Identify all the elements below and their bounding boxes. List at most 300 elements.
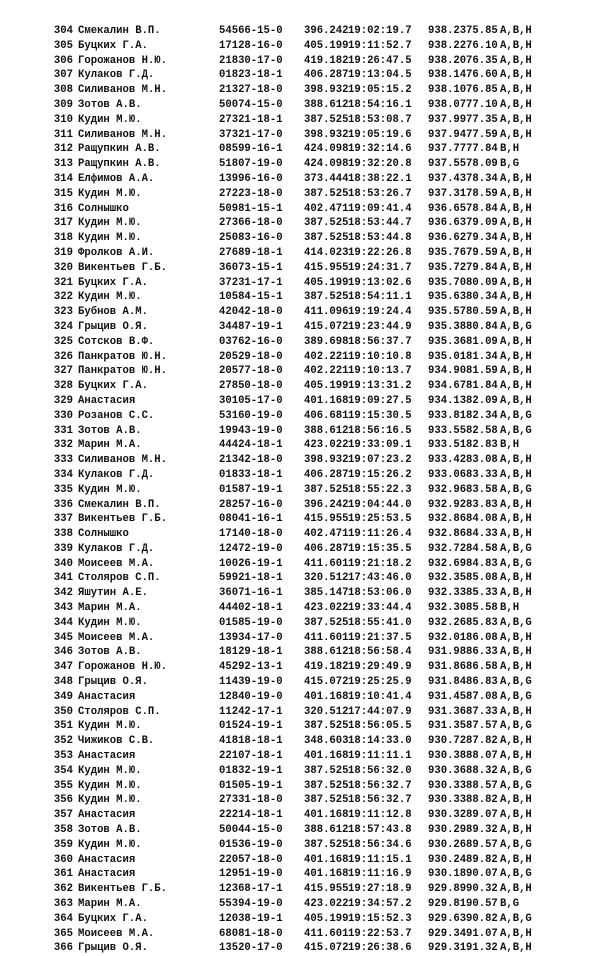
speed: 930.26	[428, 838, 467, 851]
speed: 932.33	[428, 587, 467, 600]
table-row	[0, 867, 600, 882]
table-row	[0, 675, 600, 690]
row-number: 355	[53, 779, 73, 792]
ring-code: 27331-18-0	[219, 794, 283, 807]
percentile: 86.33	[466, 646, 498, 659]
participant-name: Кудин М.Ю.	[78, 113, 142, 126]
arrival-time: 19:26:47.5	[348, 54, 412, 67]
ring-code: 54566-15-0	[219, 25, 283, 37]
distance: 385.147	[304, 587, 349, 600]
distance: 402.471	[304, 528, 349, 541]
category-flags: A,B,H	[500, 54, 532, 67]
distance: 401.168	[304, 690, 349, 703]
ring-code: 11242-17-1	[219, 705, 283, 718]
arrival-time: 18:56:58.4	[348, 646, 412, 659]
distance: 398.932	[304, 128, 349, 141]
category-flags: A,B,H	[500, 587, 532, 600]
distance: 387.525	[304, 483, 349, 496]
row-number: 312	[53, 143, 73, 156]
row-number: 361	[53, 868, 73, 881]
ring-code: 44424-18-1	[219, 439, 283, 452]
speed: 932.72	[428, 542, 467, 555]
ring-code: 01587-19-1	[219, 483, 283, 496]
table-row	[0, 912, 600, 927]
percentile: 79.09	[466, 217, 498, 230]
speed: 934.67	[428, 380, 467, 393]
distance: 387.525	[304, 720, 349, 733]
speed: 932.96	[428, 483, 467, 496]
participant-name: Анастасия	[78, 868, 136, 881]
distance: 389.698	[304, 335, 349, 348]
arrival-time: 19:32:20.8	[348, 158, 412, 171]
participant-name: Буцких Г.А.	[78, 912, 148, 925]
participant-name: Кудин М.Ю.	[78, 291, 142, 304]
percentile: 81.84	[466, 380, 498, 393]
table-row	[0, 542, 600, 557]
percentile: 84.08	[466, 513, 498, 526]
speed: 929.63	[428, 912, 467, 925]
participant-name: Кулаков Г.Д.	[78, 542, 155, 555]
category-flags: A,B,H	[500, 883, 532, 896]
participant-name: Моисеев М.А.	[78, 631, 155, 644]
arrival-time: 18:53:08.7	[348, 113, 412, 126]
distance: 402.221	[304, 350, 349, 363]
row-number: 325	[53, 335, 73, 348]
arrival-time: 19:24:31.7	[348, 261, 412, 274]
distance: 387.525	[304, 838, 349, 851]
distance: 406.287	[304, 468, 349, 481]
speed: 930.33	[428, 794, 467, 807]
participant-name: Смекалин В.П.	[78, 498, 161, 511]
speed: 932.35	[428, 572, 467, 585]
table-row	[0, 202, 600, 217]
ring-code: 22214-18-1	[219, 809, 283, 822]
category-flags: A,B,H	[500, 750, 532, 763]
table-row	[0, 453, 600, 468]
ring-code: 36071-16-1	[219, 587, 283, 600]
distance: 401.168	[304, 853, 349, 866]
table-row	[0, 764, 600, 779]
distance: 387.525	[304, 113, 349, 126]
table-row	[0, 571, 600, 586]
category-flags: A,B,H	[500, 365, 532, 378]
category-flags: A,B,H	[500, 528, 532, 541]
ring-code: 21327-18-0	[219, 84, 283, 97]
distance: 387.525	[304, 779, 349, 792]
row-number: 343	[53, 602, 73, 615]
distance: 396.242	[304, 25, 349, 37]
ring-code: 30105-17-0	[219, 394, 283, 407]
category-flags: A,B,H	[500, 498, 532, 511]
row-number: 350	[53, 705, 73, 718]
distance: 388.612	[304, 646, 349, 659]
speed: 934.90	[428, 365, 467, 378]
category-flags: A,B,G	[500, 764, 532, 777]
row-number: 309	[53, 98, 73, 111]
arrival-time: 19:02:19.7	[348, 25, 412, 37]
participant-name: Кудин М.Ю.	[78, 779, 142, 792]
participant-name: Грыцив О.Я.	[78, 942, 148, 955]
participant-name: Анастасия	[78, 809, 136, 822]
distance: 423.022	[304, 439, 349, 452]
arrival-time: 19:21:37.5	[348, 631, 412, 644]
speed: 938.14	[428, 69, 467, 82]
row-number: 310	[53, 113, 73, 126]
table-row	[0, 853, 600, 868]
category-flags: A,B,H	[500, 809, 532, 822]
category-flags: A,B,H	[500, 113, 532, 126]
row-number: 363	[53, 898, 73, 911]
percentile: 79.34	[466, 232, 498, 245]
table-row	[0, 927, 600, 942]
distance: 388.612	[304, 824, 349, 837]
distance: 406.681	[304, 409, 349, 422]
percentile: 76.10	[466, 39, 498, 52]
distance: 406.287	[304, 69, 349, 82]
percentile: 76.35	[466, 54, 498, 67]
arrival-time: 19:09:41.4	[348, 202, 412, 215]
percentile: 91.07	[466, 927, 498, 940]
arrival-time: 19:10:41.4	[348, 690, 412, 703]
table-row	[0, 231, 600, 246]
speed: 932.92	[428, 498, 467, 511]
speed: 933.06	[428, 468, 467, 481]
percentile: 90.07	[466, 868, 498, 881]
arrival-time: 19:15:35.5	[348, 542, 412, 555]
ring-code: 27223-18-0	[219, 187, 283, 200]
percentile: 78.34	[466, 172, 498, 185]
row-number: 316	[53, 202, 73, 215]
participant-name: Кудин М.Ю.	[78, 217, 142, 230]
percentile: 88.82	[466, 794, 498, 807]
speed: 935.57	[428, 306, 467, 319]
category-flags: A,B,G	[500, 838, 532, 851]
table-row	[0, 660, 600, 675]
percentile: 77.59	[466, 128, 498, 141]
table-row	[0, 468, 600, 483]
category-flags: A,B,H	[500, 98, 532, 111]
participant-name: Анастасия	[78, 853, 136, 866]
distance: 405.199	[304, 912, 349, 925]
table-row	[0, 498, 600, 513]
participant-name: Силиванов М.Н.	[78, 84, 168, 97]
speed: 936.65	[428, 202, 467, 215]
table-row	[0, 645, 600, 660]
speed: 938.23	[428, 25, 467, 37]
row-number: 338	[53, 528, 73, 541]
arrival-time: 18:56:05.5	[348, 720, 412, 733]
arrival-time: 19:11:26.4	[348, 528, 412, 541]
row-number: 308	[53, 84, 73, 97]
category-flags: A,B,H	[500, 927, 532, 940]
table-row	[0, 128, 600, 143]
category-flags: A,B,H	[500, 217, 532, 230]
arrival-time: 18:54:11.1	[348, 291, 412, 304]
ring-code: 12840-19-0	[219, 690, 283, 703]
participant-name: Силиванов М.Н.	[78, 454, 168, 467]
distance: 415.955	[304, 513, 349, 526]
arrival-time: 18:55:41.0	[348, 616, 412, 629]
speed: 930.29	[428, 824, 467, 837]
distance: 398.932	[304, 454, 349, 467]
category-flags: A,B,G	[500, 542, 532, 555]
distance: 405.199	[304, 39, 349, 52]
category-flags: A,B,H	[500, 468, 532, 481]
percentile: 84.33	[466, 528, 498, 541]
speed: 930.18	[428, 868, 467, 881]
category-flags: A,B,H	[500, 853, 532, 866]
ring-code: 12472-19-0	[219, 542, 283, 555]
participant-name: Моисеев М.А.	[78, 927, 155, 940]
category-flags: A,B,H	[500, 631, 532, 644]
category-flags: A,B,H	[500, 25, 532, 37]
participant-name: Анастасия	[78, 394, 136, 407]
row-number: 330	[53, 409, 73, 422]
participant-name: Зотов А.В.	[78, 424, 142, 437]
row-number: 311	[53, 128, 73, 141]
distance: 415.072	[304, 320, 349, 333]
arrival-time: 19:19:24.4	[348, 306, 412, 319]
ring-code: 50044-15-0	[219, 824, 283, 837]
percentile: 81.34	[466, 350, 498, 363]
speed: 935.38	[428, 320, 467, 333]
row-number: 365	[53, 927, 73, 940]
participant-name: Яшутин А.Е.	[78, 587, 148, 600]
speed: 933.81	[428, 409, 467, 422]
arrival-time: 19:13:02.6	[348, 276, 412, 289]
category-flags: A,B,G	[500, 720, 532, 733]
arrival-time: 19:22:26.8	[348, 246, 412, 259]
arrival-time: 19:05:19.6	[348, 128, 412, 141]
speed: 937.55	[428, 158, 467, 171]
arrival-time: 19:34:57.2	[348, 898, 412, 911]
table-row	[0, 83, 600, 98]
row-number: 342	[53, 587, 73, 600]
speed: 933.42	[428, 454, 467, 467]
speed: 930.24	[428, 853, 467, 866]
speed: 937.77	[428, 143, 467, 156]
distance: 320.512	[304, 705, 349, 718]
table-row	[0, 305, 600, 320]
table-row	[0, 808, 600, 823]
category-flags: A,B,H	[500, 513, 532, 526]
row-number: 347	[53, 661, 73, 674]
category-flags: A,B,H	[500, 350, 532, 363]
row-number: 346	[53, 646, 73, 659]
distance: 320.512	[304, 572, 349, 585]
arrival-time: 18:38:22.1	[348, 172, 412, 185]
arrival-time: 19:11:52.7	[348, 39, 412, 52]
row-number: 322	[53, 291, 73, 304]
row-number: 323	[53, 306, 73, 319]
participant-name: Ращупкин А.В.	[78, 158, 161, 171]
percentile: 80.59	[466, 306, 498, 319]
arrival-time: 19:05:15.2	[348, 84, 412, 97]
ring-code: 01832-19-1	[219, 764, 283, 777]
ring-code: 45292-13-1	[219, 661, 283, 674]
table-row	[0, 557, 600, 572]
percentile: 75.85	[466, 25, 498, 37]
participant-name: Кудин М.Ю.	[78, 764, 142, 777]
ring-code: 50981-15-1	[219, 202, 283, 215]
speed: 937.43	[428, 172, 467, 185]
percentile: 89.07	[466, 809, 498, 822]
arrival-time: 18:56:37.7	[348, 335, 412, 348]
table-row	[0, 320, 600, 335]
table-row	[0, 24, 600, 39]
participant-name: Марин М.А.	[78, 602, 142, 615]
results-list	[0, 24, 600, 956]
speed: 933.55	[428, 424, 467, 437]
category-flags: A,B,H	[500, 187, 532, 200]
participant-name: Кудин М.Ю.	[78, 616, 142, 629]
percentile: 87.82	[466, 735, 498, 748]
speed: 931.45	[428, 690, 467, 703]
participant-name: Марин М.А.	[78, 898, 142, 911]
arrival-time: 18:53:44.8	[348, 232, 412, 245]
table-row	[0, 882, 600, 897]
participant-name: Елфимов А.А.	[78, 172, 155, 185]
percentile: 91.32	[466, 942, 498, 955]
participant-name: Кулаков Г.Д.	[78, 69, 155, 82]
participant-name: Кулаков Г.Д.	[78, 468, 155, 481]
speed: 930.72	[428, 735, 467, 748]
ring-code: 01536-19-0	[219, 838, 283, 851]
distance: 401.168	[304, 750, 349, 763]
row-number: 357	[53, 809, 73, 822]
percentile: 76.85	[466, 84, 498, 97]
row-number: 318	[53, 232, 73, 245]
category-flags: A,B,H	[500, 306, 532, 319]
ring-code: 12368-17-1	[219, 883, 283, 896]
row-number: 345	[53, 631, 73, 644]
percentile: 78.09	[466, 158, 498, 171]
arrival-time: 19:07:23.2	[348, 454, 412, 467]
table-row	[0, 246, 600, 261]
percentile: 81.09	[466, 335, 498, 348]
participant-name: Смекалин В.П.	[78, 25, 161, 37]
participant-name: Викентьев Г.Б.	[78, 883, 168, 896]
arrival-time: 19:15:52.3	[348, 912, 412, 925]
ring-code: 10026-19-1	[219, 557, 283, 570]
row-number: 358	[53, 824, 73, 837]
category-flags: A,B,H	[500, 246, 532, 259]
ring-code: 22107-18-1	[219, 750, 283, 763]
distance: 396.242	[304, 498, 349, 511]
percentile: 86.08	[466, 631, 498, 644]
participant-name: Анастасия	[78, 750, 136, 763]
category-flags: A,B,H	[500, 335, 532, 348]
percentile: 87.57	[466, 720, 498, 733]
table-row	[0, 779, 600, 794]
participant-name: Ращупкин А.В.	[78, 143, 161, 156]
ring-code: 21830-17-0	[219, 54, 283, 67]
distance: 401.168	[304, 868, 349, 881]
row-number: 340	[53, 557, 73, 570]
ring-code: 19943-19-0	[219, 424, 283, 437]
table-row	[0, 409, 600, 424]
distance: 405.199	[304, 276, 349, 289]
participant-name: Кудин М.Ю.	[78, 720, 142, 733]
percentile: 78.59	[466, 187, 498, 200]
row-number: 356	[53, 794, 73, 807]
category-flags: A,B,H	[500, 202, 532, 215]
ring-code: 13934-17-0	[219, 631, 283, 644]
ring-code: 27850-18-0	[219, 380, 283, 393]
arrival-time: 19:27:18.9	[348, 883, 412, 896]
speed: 929.81	[428, 898, 467, 911]
percentile: 90.32	[466, 883, 498, 896]
arrival-time: 19:15:26.2	[348, 468, 412, 481]
ring-code: 41818-18-1	[219, 735, 283, 748]
participant-name: Панкратов Ю.Н.	[78, 365, 168, 378]
participant-name: Фролков А.И.	[78, 246, 155, 259]
ring-code: 01823-18-1	[219, 69, 283, 82]
distance: 387.525	[304, 187, 349, 200]
arrival-time: 19:10:10.8	[348, 350, 412, 363]
speed: 931.35	[428, 720, 467, 733]
row-number: 337	[53, 513, 73, 526]
row-number: 317	[53, 217, 73, 230]
participant-name: Моисеев М.А.	[78, 557, 155, 570]
speed: 931.84	[428, 676, 467, 689]
speed: 937.31	[428, 187, 467, 200]
participant-name: Буцких Г.А.	[78, 380, 148, 393]
percentile: 88.57	[466, 779, 498, 792]
speed: 931.98	[428, 646, 467, 659]
arrival-time: 19:04:44.0	[348, 498, 412, 511]
distance: 401.168	[304, 809, 349, 822]
category-flags: A,B,G	[500, 676, 532, 689]
ring-code: 08599-16-1	[219, 143, 283, 156]
percentile: 83.83	[466, 498, 498, 511]
percentile: 76.60	[466, 69, 498, 82]
table-row	[0, 142, 600, 157]
speed: 936.63	[428, 217, 467, 230]
category-flags: A,B,G	[500, 616, 532, 629]
participant-name: Сотсков В.Ф.	[78, 335, 155, 348]
distance: 419.182	[304, 54, 349, 67]
table-row	[0, 172, 600, 187]
ring-code: 12951-19-0	[219, 868, 283, 881]
category-flags: A,B,H	[500, 394, 532, 407]
distance: 424.098	[304, 143, 349, 156]
table-row	[0, 113, 600, 128]
ring-code: 68081-18-0	[219, 927, 283, 940]
arrival-time: 19:13:31.2	[348, 380, 412, 393]
row-number: 315	[53, 187, 73, 200]
arrival-time: 19:23:44.9	[348, 320, 412, 333]
category-flags: A,B,H	[500, 232, 532, 245]
ring-code: 25083-16-0	[219, 232, 283, 245]
table-row	[0, 216, 600, 231]
row-number: 348	[53, 676, 73, 689]
ring-code: 53160-19-0	[219, 409, 283, 422]
distance: 419.182	[304, 661, 349, 674]
ring-code: 34487-19-1	[219, 320, 283, 333]
row-number: 354	[53, 764, 73, 777]
participant-name: Зотов А.В.	[78, 98, 142, 111]
distance: 373.444	[304, 172, 349, 185]
arrival-time: 18:56:32.0	[348, 764, 412, 777]
ring-code: 42042-18-0	[219, 306, 283, 319]
arrival-time: 19:11:12.8	[348, 809, 412, 822]
percentile: 89.82	[466, 853, 498, 866]
table-row	[0, 261, 600, 276]
row-number: 324	[53, 320, 73, 333]
ring-code: 08041-16-1	[219, 513, 283, 526]
table-row	[0, 512, 600, 527]
